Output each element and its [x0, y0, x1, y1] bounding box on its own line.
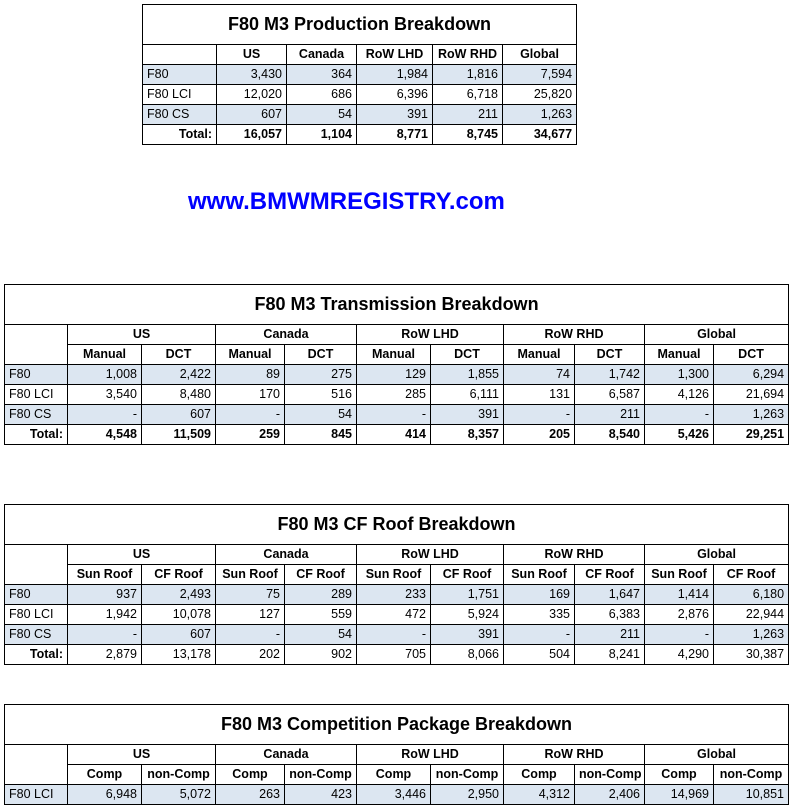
- total-cell: 8,357: [431, 425, 504, 445]
- cell: -: [504, 625, 575, 645]
- total-cell: 30,387: [714, 645, 789, 665]
- cell: 275: [285, 365, 357, 385]
- table-row: [5, 785, 789, 805]
- group-header: US: [68, 545, 216, 565]
- cell: -: [504, 405, 575, 425]
- cell: 335: [504, 605, 575, 625]
- cell: 2,493: [142, 585, 216, 605]
- sub-header: Manual: [357, 345, 431, 365]
- sub-header: non-Comp: [714, 765, 789, 785]
- total-cell: 205: [504, 425, 575, 445]
- corner-cell: [5, 745, 68, 785]
- cell: 2,876: [645, 605, 714, 625]
- total-row: [5, 645, 789, 665]
- total-cell: 29,251: [714, 425, 789, 445]
- cell: 211: [575, 405, 645, 425]
- roof-table: [4, 504, 789, 665]
- cell: 6,383: [575, 605, 645, 625]
- group-header: RoW RHD: [504, 325, 645, 345]
- table-row: [5, 385, 789, 405]
- sub-header: Comp: [68, 765, 142, 785]
- total-cell: 34,677: [503, 125, 577, 145]
- group-header: RoW RHD: [504, 745, 645, 765]
- cell: 25,820: [503, 85, 577, 105]
- cell: 263: [216, 785, 285, 805]
- total-cell: 8,771: [357, 125, 433, 145]
- cell: 5,924: [431, 605, 504, 625]
- cell: 211: [575, 625, 645, 645]
- cell: 391: [431, 625, 504, 645]
- total-cell: 902: [285, 645, 357, 665]
- group-header: Canada: [216, 325, 357, 345]
- sub-header: Sun Roof: [504, 565, 575, 585]
- cell: 3,446: [357, 785, 431, 805]
- cell: 285: [357, 385, 431, 405]
- row-label: F80 CS: [5, 625, 68, 645]
- cell: 170: [216, 385, 285, 405]
- total-label: Total:: [5, 645, 68, 665]
- table-row: [143, 65, 577, 85]
- cell: 3,540: [68, 385, 142, 405]
- sub-header: non-Comp: [142, 765, 216, 785]
- cell: 54: [287, 105, 357, 125]
- total-cell: 8,745: [433, 125, 503, 145]
- sub-header: DCT: [142, 345, 216, 365]
- cell: 607: [142, 405, 216, 425]
- table-row: [5, 625, 789, 645]
- site-link[interactable]: www.BMWMREGISTRY.com: [188, 188, 505, 215]
- total-cell: 16,057: [217, 125, 287, 145]
- total-cell: 5,426: [645, 425, 714, 445]
- cell: 6,111: [431, 385, 504, 405]
- cell: 7,594: [503, 65, 577, 85]
- row-label: F80: [5, 585, 68, 605]
- cell: 2,422: [142, 365, 216, 385]
- cell: 472: [357, 605, 431, 625]
- col-header: Global: [503, 45, 577, 65]
- cell: -: [645, 625, 714, 645]
- group-header: RoW RHD: [504, 545, 645, 565]
- cell: 54: [285, 405, 357, 425]
- row-label: F80 LCI: [5, 605, 68, 625]
- transmission-title: F80 M3 Transmission Breakdown: [5, 285, 789, 325]
- cell: 289: [285, 585, 357, 605]
- group-header: Canada: [216, 745, 357, 765]
- cell: 607: [142, 625, 216, 645]
- sub-header: CF Roof: [575, 565, 645, 585]
- row-label: F80: [5, 365, 68, 385]
- sub-header: DCT: [575, 345, 645, 365]
- cell: 6,587: [575, 385, 645, 405]
- cell: 686: [287, 85, 357, 105]
- group-header: Global: [645, 745, 789, 765]
- cell: 1,263: [503, 105, 577, 125]
- group-header: US: [68, 325, 216, 345]
- total-cell: 202: [216, 645, 285, 665]
- sub-header: CF Roof: [142, 565, 216, 585]
- competition-title: F80 M3 Competition Package Breakdown: [5, 705, 789, 745]
- cell: 391: [357, 105, 433, 125]
- sub-header: Sun Roof: [645, 565, 714, 585]
- group-header: Global: [645, 325, 789, 345]
- sub-header: Manual: [645, 345, 714, 365]
- sub-header: DCT: [714, 345, 789, 365]
- total-label: Total:: [5, 425, 68, 445]
- cell: 1,942: [68, 605, 142, 625]
- cell: 233: [357, 585, 431, 605]
- sub-header: DCT: [431, 345, 504, 365]
- total-cell: 705: [357, 645, 431, 665]
- col-header: RoW RHD: [433, 45, 503, 65]
- total-cell: 8,540: [575, 425, 645, 445]
- sub-header: non-Comp: [285, 765, 357, 785]
- cell: -: [357, 405, 431, 425]
- group-header: US: [68, 745, 216, 765]
- cell: 1,300: [645, 365, 714, 385]
- cell: -: [68, 405, 142, 425]
- cell: 1,008: [68, 365, 142, 385]
- sub-header: CF Roof: [431, 565, 504, 585]
- col-header: RoW LHD: [357, 45, 433, 65]
- total-cell: 1,104: [287, 125, 357, 145]
- competition-table: [4, 704, 789, 805]
- cell: 22,944: [714, 605, 789, 625]
- total-cell: 504: [504, 645, 575, 665]
- cell: 1,263: [714, 625, 789, 645]
- cell: 10,851: [714, 785, 789, 805]
- table-row: [143, 105, 577, 125]
- cell: 2,950: [431, 785, 504, 805]
- col-header: US: [217, 45, 287, 65]
- sub-header: Sun Roof: [216, 565, 285, 585]
- cell: 391: [431, 405, 504, 425]
- group-header: RoW LHD: [357, 325, 504, 345]
- cell: 423: [285, 785, 357, 805]
- cell: 364: [287, 65, 357, 85]
- corner-cell: [143, 45, 217, 65]
- production-title: F80 M3 Production Breakdown: [143, 5, 577, 45]
- sub-header: Manual: [216, 345, 285, 365]
- sub-header: CF Roof: [285, 565, 357, 585]
- roof-title: F80 M3 CF Roof Breakdown: [5, 505, 789, 545]
- sub-header: Manual: [504, 345, 575, 365]
- group-header: RoW LHD: [357, 745, 504, 765]
- sub-header: DCT: [285, 345, 357, 365]
- row-label: F80: [143, 65, 217, 85]
- cell: 74: [504, 365, 575, 385]
- cell: 21,694: [714, 385, 789, 405]
- total-cell: 259: [216, 425, 285, 445]
- cell: -: [216, 405, 285, 425]
- table-row: [5, 365, 789, 385]
- cell: 6,294: [714, 365, 789, 385]
- cell: 4,312: [504, 785, 575, 805]
- total-row: [143, 125, 577, 145]
- corner-cell: [5, 325, 68, 365]
- cell: 14,969: [645, 785, 714, 805]
- sub-header: CF Roof: [714, 565, 789, 585]
- table-row: [143, 85, 577, 105]
- cell: 1,414: [645, 585, 714, 605]
- cell: 1,647: [575, 585, 645, 605]
- total-cell: 414: [357, 425, 431, 445]
- sub-header: Comp: [645, 765, 714, 785]
- cell: -: [68, 625, 142, 645]
- cell: 5,072: [142, 785, 216, 805]
- cell: 12,020: [217, 85, 287, 105]
- table-row: [5, 405, 789, 425]
- cell: 1,855: [431, 365, 504, 385]
- sub-header: Manual: [68, 345, 142, 365]
- cell: 211: [433, 105, 503, 125]
- cell: 131: [504, 385, 575, 405]
- cell: 6,718: [433, 85, 503, 105]
- group-header: RoW LHD: [357, 545, 504, 565]
- cell: 607: [217, 105, 287, 125]
- total-cell: 11,509: [142, 425, 216, 445]
- total-cell: 8,241: [575, 645, 645, 665]
- cell: 1,751: [431, 585, 504, 605]
- table-row: [5, 605, 789, 625]
- row-label: F80 LCI: [5, 785, 68, 805]
- sub-header: Comp: [216, 765, 285, 785]
- cell: 4,126: [645, 385, 714, 405]
- cell: 6,180: [714, 585, 789, 605]
- sub-header: non-Comp: [431, 765, 504, 785]
- cell: 89: [216, 365, 285, 385]
- corner-cell: [5, 545, 68, 585]
- total-cell: 8,066: [431, 645, 504, 665]
- cell: 1,984: [357, 65, 433, 85]
- cell: 127: [216, 605, 285, 625]
- total-cell: 845: [285, 425, 357, 445]
- cell: 1,816: [433, 65, 503, 85]
- cell: 2,406: [575, 785, 645, 805]
- transmission-table: [4, 284, 789, 445]
- cell: 1,263: [714, 405, 789, 425]
- cell: 129: [357, 365, 431, 385]
- cell: 937: [68, 585, 142, 605]
- sub-header: Sun Roof: [357, 565, 431, 585]
- cell: 516: [285, 385, 357, 405]
- cell: 6,948: [68, 785, 142, 805]
- production-table: [142, 4, 577, 145]
- sub-header: Comp: [357, 765, 431, 785]
- group-header: Global: [645, 545, 789, 565]
- cell: -: [216, 625, 285, 645]
- col-header: Canada: [287, 45, 357, 65]
- total-cell: 13,178: [142, 645, 216, 665]
- sub-header: Sun Roof: [68, 565, 142, 585]
- row-label: F80 LCI: [5, 385, 68, 405]
- total-label: Total:: [143, 125, 217, 145]
- cell: 8,480: [142, 385, 216, 405]
- cell: 1,742: [575, 365, 645, 385]
- cell: 559: [285, 605, 357, 625]
- total-cell: 2,879: [68, 645, 142, 665]
- cell: 6,396: [357, 85, 433, 105]
- row-label: F80 CS: [143, 105, 217, 125]
- group-header: Canada: [216, 545, 357, 565]
- cell: 54: [285, 625, 357, 645]
- table-row: [5, 585, 789, 605]
- row-label: F80 LCI: [143, 85, 217, 105]
- row-label: F80 CS: [5, 405, 68, 425]
- cell: -: [357, 625, 431, 645]
- cell: 169: [504, 585, 575, 605]
- cell: 3,430: [217, 65, 287, 85]
- sub-header: Comp: [504, 765, 575, 785]
- cell: 10,078: [142, 605, 216, 625]
- cell: 75: [216, 585, 285, 605]
- cell: -: [645, 405, 714, 425]
- total-cell: 4,290: [645, 645, 714, 665]
- total-row: [5, 425, 789, 445]
- sub-header: non-Comp: [575, 765, 645, 785]
- total-cell: 4,548: [68, 425, 142, 445]
